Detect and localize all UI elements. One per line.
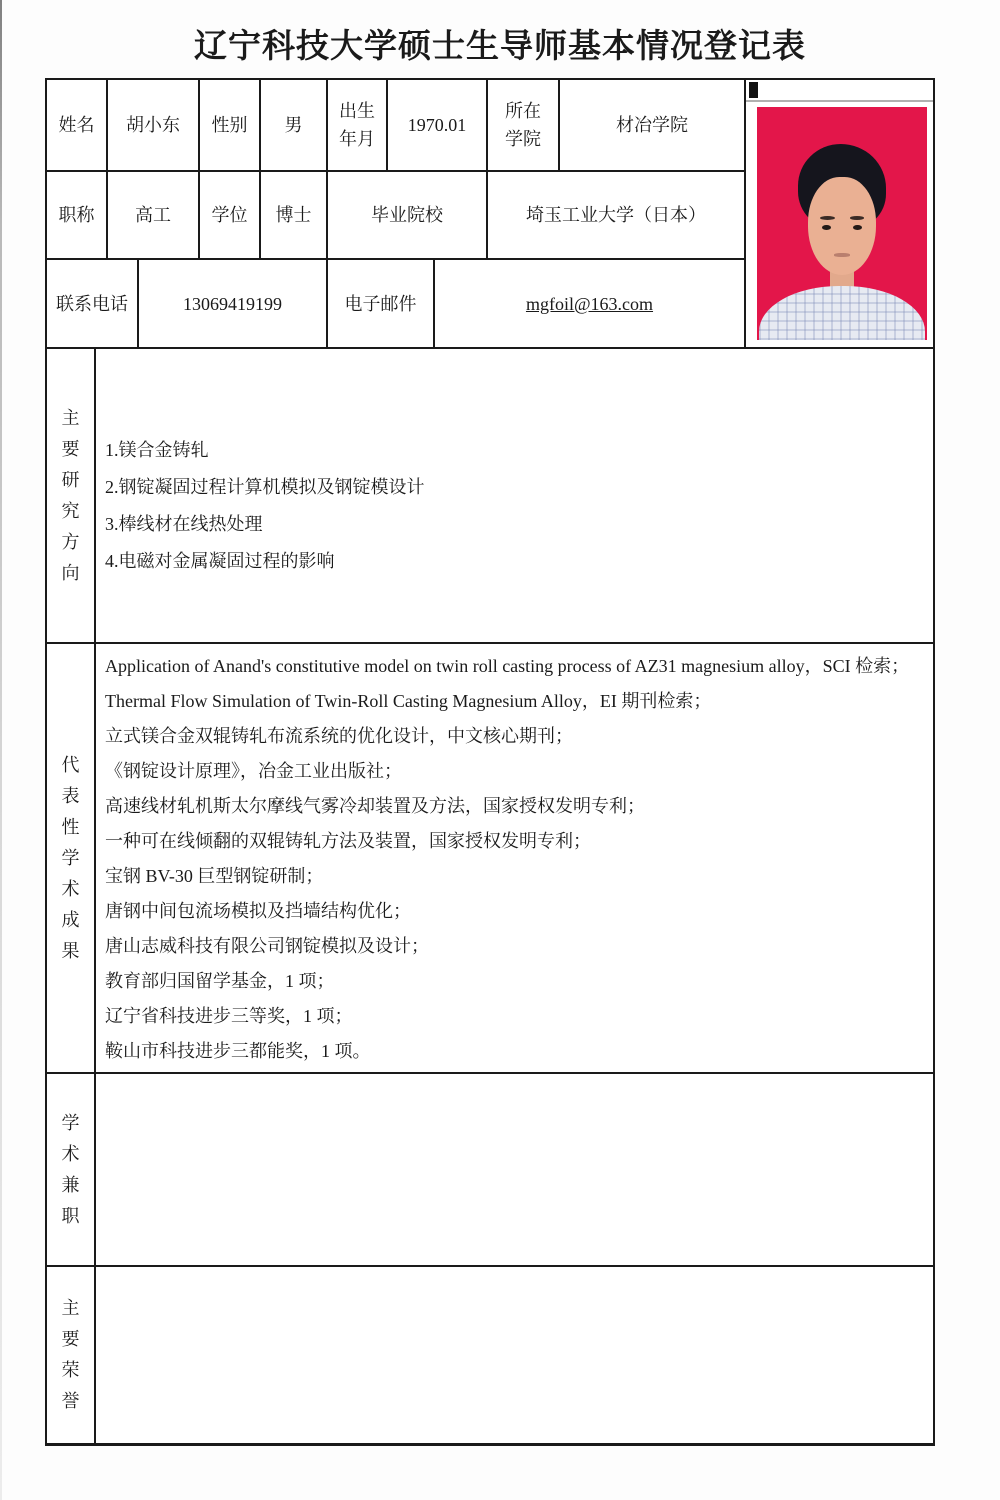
- photo-shirt: [759, 286, 926, 340]
- photo-face: [808, 177, 876, 275]
- vertical-label-char: 荣: [61, 1360, 80, 1380]
- school-label: 毕业院校: [328, 172, 488, 260]
- title-value: 高工: [108, 172, 200, 260]
- text-line: 3.棒线材在线热处理: [105, 513, 263, 534]
- vertical-label-char: 要: [61, 438, 80, 459]
- title-label: 职称: [47, 172, 108, 260]
- section-main-honors: [47, 1265, 933, 1443]
- vertical-label-char: 表: [61, 785, 80, 806]
- email-cell: [435, 260, 744, 347]
- text-line: 一种可在线倾翻的双辊铸轧方法及装置，国家授权发明专利；: [105, 831, 591, 851]
- name-value: 胡小东: [108, 80, 200, 172]
- text-line: 立式镁合金双辊铸轧布流系统的优化设计，中文核心期刊；: [105, 726, 573, 746]
- email-link[interactable]: mgfoil@163.com: [525, 293, 654, 314]
- photo-eyebrow: [850, 216, 865, 220]
- text-line: 教育部归国留学基金，1 项；: [105, 971, 335, 991]
- id-photo: [757, 107, 927, 340]
- achievements-content: [96, 644, 933, 1072]
- gender-value: 男: [261, 80, 328, 172]
- research-content: [96, 349, 933, 642]
- row-contact: [47, 260, 744, 347]
- college-label-text: 所在学院: [505, 101, 541, 149]
- photo-eyebrow: [820, 216, 835, 220]
- birth-value: 1970.01: [388, 80, 488, 172]
- part-time-content: [96, 1074, 933, 1265]
- photo-mouth: [834, 253, 850, 257]
- text-line: 1.镁合金铸轧: [105, 439, 209, 460]
- vertical-label-char: 主: [61, 1298, 80, 1318]
- text-line: Application of Anand's constitutive model on twin roll casting process of AZ31 magnesium alloy，SCI 检索；: [105, 656, 910, 676]
- vertical-label-char: 方: [61, 531, 80, 552]
- gender-label: 性别: [200, 80, 261, 172]
- vertical-label-char: 誉: [61, 1391, 80, 1411]
- text-line: 2.钢锭凝固过程计算机模拟及钢锭模设计: [105, 476, 425, 497]
- photo-scan-strip: [746, 80, 933, 102]
- scan-mark-artifact: [749, 82, 758, 98]
- text-line: 辽宁省科技进步三等奖，1 项；: [105, 1006, 353, 1026]
- scan-edge-artifact: [0, 0, 2, 1500]
- name-label: 姓名: [47, 80, 108, 172]
- vertical-label-char: 术: [61, 1143, 80, 1164]
- section-academic-part-time: [47, 1072, 933, 1265]
- vertical-label-char: 向: [61, 562, 80, 583]
- photo-eye: [822, 225, 831, 230]
- header-left: [47, 80, 744, 347]
- email-label: 电子邮件: [328, 260, 435, 347]
- vertical-label-char: 主: [61, 407, 80, 428]
- header-block: [47, 80, 933, 347]
- part-time-section-label: [47, 1074, 96, 1265]
- page-title: 辽宁科技大学硕士生导师基本情况登记表: [194, 29, 806, 65]
- photo-cell: [744, 80, 933, 347]
- degree-value: 博士: [261, 172, 328, 260]
- text-line: Thermal Flow Simulation of Twin-Roll Casting Magnesium Alloy，EI 期刊检索；: [105, 691, 712, 711]
- row-title-degree: [47, 172, 744, 260]
- vertical-label-char: 学: [61, 1112, 80, 1133]
- vertical-label-char: 果: [61, 940, 80, 961]
- research-section-label: [47, 349, 96, 642]
- phone-value: 13069419199: [139, 260, 328, 347]
- text-line: 唐钢中间包流场模拟及挡墙结构优化；: [105, 901, 411, 921]
- college-value: 材冶学院: [560, 80, 744, 172]
- text-line: 高速线材轧机斯太尔摩线气雾冷却装置及方法，国家授权发明专利；: [105, 796, 645, 816]
- achievements-section-label: [47, 644, 96, 1072]
- vertical-label-char: 成: [61, 909, 80, 930]
- phone-label: 联系电话: [47, 260, 139, 347]
- text-line: 鞍山市科技进步三都能奖，1 项。: [105, 1041, 371, 1061]
- vertical-label-char: 代: [61, 754, 80, 775]
- degree-label: 学位: [200, 172, 261, 260]
- section-achievements: [47, 642, 933, 1072]
- vertical-label-char: 性: [61, 816, 80, 837]
- vertical-label-char: 兼: [61, 1174, 80, 1195]
- honors-section-label: [47, 1267, 96, 1443]
- text-line: 4.电磁对金属凝固过程的影响: [105, 550, 335, 571]
- birth-label: [328, 80, 388, 172]
- vertical-label-char: 术: [61, 878, 80, 899]
- vertical-label-char: 要: [61, 1329, 80, 1349]
- vertical-label-char: 职: [61, 1205, 80, 1226]
- school-value: 埼玉工业大学（日本）: [488, 172, 744, 260]
- text-line: 唐山志威科技有限公司钢锭模拟及设计；: [105, 936, 429, 956]
- honors-content: [96, 1267, 933, 1443]
- vertical-label-char: 研: [61, 469, 80, 490]
- text-line: 宝钢 BV-30 巨型钢锭研制；: [105, 866, 324, 886]
- text-line: 《钢锭设计原理》，冶金工业出版社；: [105, 761, 402, 781]
- registration-form-table: [45, 78, 935, 1446]
- vertical-label-char: 学: [61, 847, 80, 868]
- vertical-label-char: 究: [61, 500, 80, 521]
- row-basic-info: [47, 80, 744, 172]
- college-label: [488, 80, 560, 172]
- photo-eye: [853, 225, 862, 230]
- birth-label-text: 出生年月: [339, 101, 375, 149]
- section-research: [47, 347, 933, 642]
